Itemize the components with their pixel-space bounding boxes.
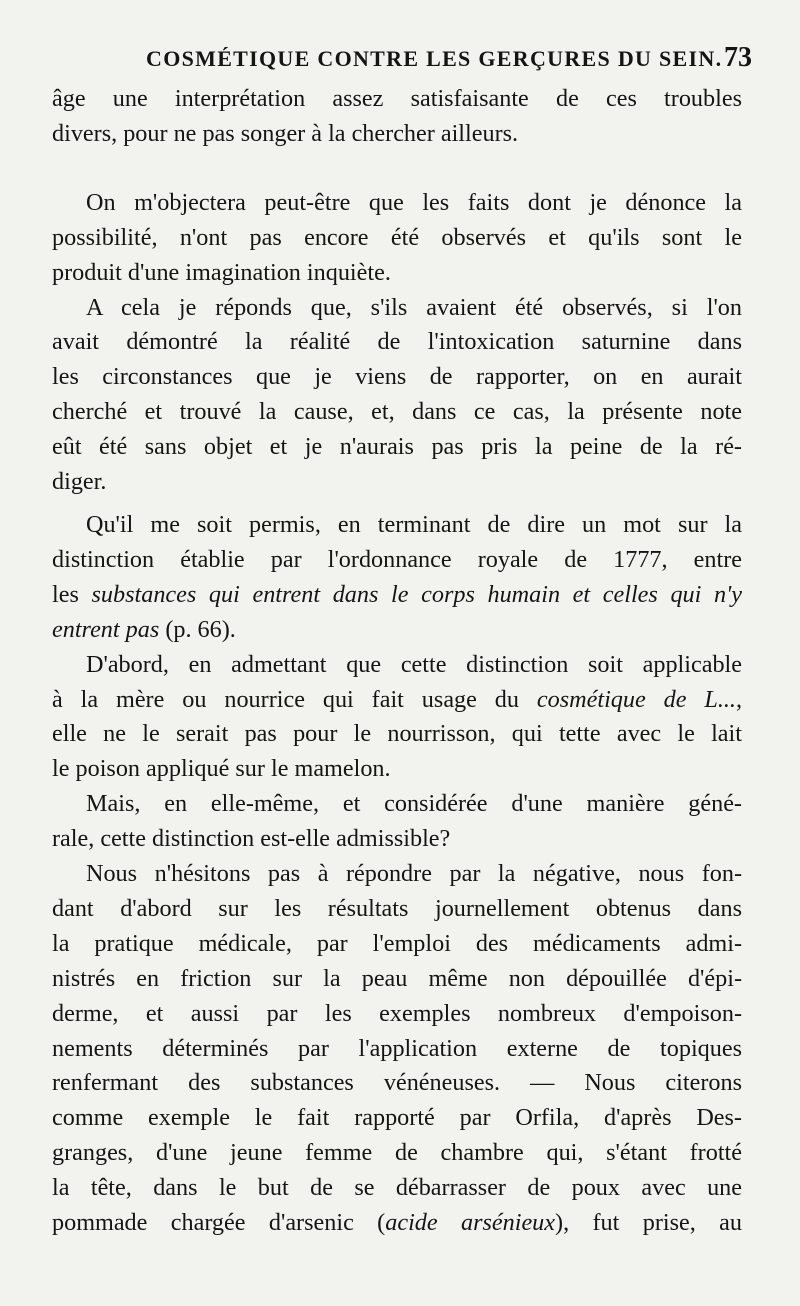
italic-quote: entrent pas (52, 615, 160, 643)
text-line: D'abord, en admettant que cette distinction soit applicable (86, 650, 742, 678)
text-line: nistrés en friction sur la peau même non dépouillée d'épi- (52, 964, 742, 992)
text-line: les circonstances que je viens de rapporter, on en aurait (52, 363, 742, 391)
italic-chemical-name: acide arsénieux (385, 1209, 556, 1237)
text-line: granges, d'une jeune femme de chambre qui, s'étant frotté (52, 1139, 742, 1167)
text-line: âge une interprétation assez satisfaisante de ces troubles (52, 85, 742, 112)
text-fragment: à la mère ou nourrice qui fait usage du (52, 685, 537, 713)
text-fragment: , (735, 685, 743, 713)
text-line: dant d'abord sur les résultats journellement obtenus dans (52, 894, 742, 922)
text-fragment: les (52, 580, 92, 608)
text-line: renfermant des substances vénéneuses. — Nous citerons (52, 1069, 742, 1097)
text-line: le poison appliqué sur le mamelon. (52, 755, 391, 783)
text-line: comme exemple le fait rapporté par Orfila, d'après Des- (52, 1104, 742, 1132)
text-line: possibilité, n'ont pas encore été observés et qu'ils sont le (52, 223, 742, 251)
text-line: distinction établie par l'ordonnance royale de 1777, entre (52, 545, 742, 573)
text-line: divers, pour ne pas songer à la chercher ailleurs. (52, 119, 519, 147)
text-fragment: pommade chargée d'arsenic ( (52, 1209, 386, 1237)
paragraph-gap (52, 152, 742, 186)
page-number: 73 (724, 42, 752, 73)
text-line: cherché et trouvé la cause, et, dans ce cas, la présente note (52, 398, 742, 426)
text-line: la pratique médicale, par l'emploi des médicaments admi- (52, 929, 742, 957)
page-header (56, 38, 752, 78)
text-line: Mais, en elle-même, et considérée d'une manière géné- (86, 790, 742, 818)
text-line-with-italic (52, 578, 742, 613)
text-line: diger. (52, 468, 107, 496)
italic-quote: substances qui entrent dans le corps humain et celles qui n'y (91, 580, 742, 608)
text-line: derme, et aussi par les exemples nombreux d'empoison- (52, 999, 742, 1027)
text-line: produit d'une imagination inquiète. (52, 258, 391, 286)
text-fragment: ), fut prise, au (555, 1209, 742, 1237)
text-line: rale, cette distinction est-elle admissible? (52, 825, 451, 853)
text-line-with-italic (52, 1206, 742, 1241)
text-line: nements déterminés par l'application externe de topiques (52, 1034, 742, 1062)
text-line-with-italic (52, 683, 742, 718)
text-line: On m'objectera peut-être que les faits dont je dénonce la (86, 188, 742, 216)
paragraph-gap (52, 500, 742, 508)
text-line: Qu'il me soit permis, en terminant de dire un mot sur la (86, 510, 742, 538)
body-text (52, 82, 742, 1241)
running-title: COSMÉTIQUE CONTRE LES GERÇURES DU SEIN. (146, 46, 723, 71)
text-line: Nous n'hésitons pas à répondre par la négative, nous fon- (86, 860, 742, 888)
page-reference: (p. 66). (159, 615, 236, 643)
text-line: A cela je réponds que, s'ils avaient été observés, si l'on (86, 293, 742, 321)
text-line-with-italic (52, 613, 742, 648)
text-line: la tête, dans le but de se débarrasser de poux avec une (52, 1174, 742, 1202)
text-line: elle ne le serait pas pour le nourrisson, qui tette avec le lait (52, 720, 742, 748)
italic-product-name: cosmétique de L... (536, 685, 736, 713)
text-line: avait démontré la réalité de l'intoxication saturnine dans (52, 328, 742, 356)
text-line: eût été sans objet et je n'aurais pas pris la peine de la ré- (52, 433, 742, 461)
